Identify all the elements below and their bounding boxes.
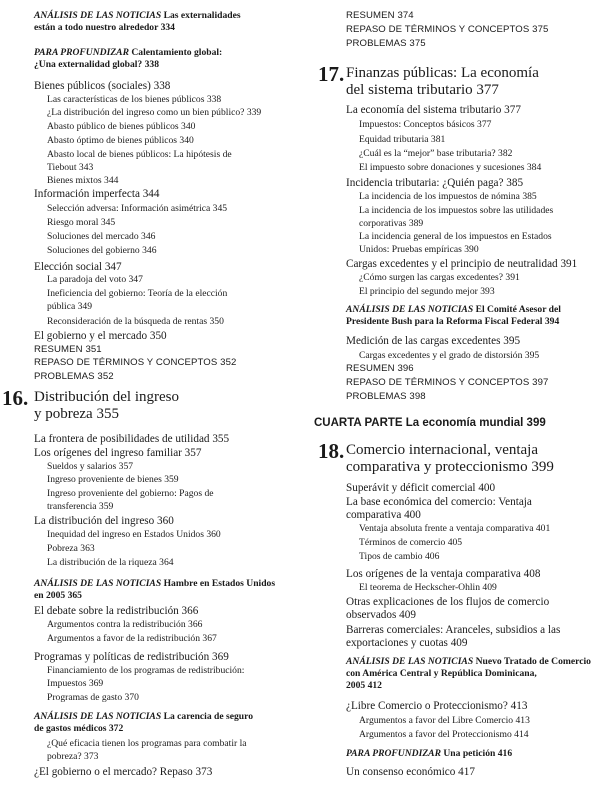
subsection-entry: transferencia 359: [47, 501, 114, 512]
subsection-entry: Abasto óptimo de bienes públicos 340: [47, 135, 194, 146]
feature-box-line: [346, 656, 591, 668]
feature-box-title: Hambre en Estados Unidos: [161, 578, 276, 589]
subsection-entry: La incidencia de los impuestos de nómina 385: [359, 191, 537, 202]
subsection-entry: Soluciones del gobierno 346: [47, 245, 157, 256]
feature-box-line: [346, 304, 561, 316]
end-matter-entry: RESUMEN 351: [34, 344, 102, 355]
subsection-entry: Ineficiencia del gobierno: Teoría de la elección: [47, 288, 228, 299]
section-entry: Barreras comerciales: Aranceles, subsidios a las: [346, 624, 561, 636]
feature-box-line: ¿Una externalidad global? 338: [34, 59, 159, 70]
subsection-entry: Ventaja absoluta frente a ventaja comparativa 401: [359, 523, 551, 534]
subsection-entry: Tipos de cambio 406: [359, 551, 440, 562]
subsection-entry: El teorema de Heckscher-Ohlin 409: [359, 582, 497, 593]
subsection-entry: Términos de comercio 405: [359, 537, 463, 548]
section-entry: Cargas excedentes y el principio de neutralidad 391: [346, 258, 578, 270]
feature-box-line: de gastos médicos 372: [34, 723, 124, 734]
subsection-entry: Soluciones del mercado 346: [47, 231, 156, 242]
feature-box-line: Presidente Bush para la Reforma Fiscal Federal 394: [346, 316, 560, 327]
subsection-entry: ¿La distribución del ingreso como un bien público? 339: [47, 107, 262, 118]
feature-box-title: Una petición 416: [440, 748, 513, 759]
feature-box-line: en 2005 365: [34, 590, 82, 601]
subsection-entry: Selección adversa: Información asimétrica 345: [47, 203, 228, 214]
subsection-entry: La incidencia general de los impuestos en Estados: [359, 231, 552, 242]
feature-box-title: Calentamiento global:: [128, 47, 223, 58]
subsection-entry: Unidos: Pruebas empíricas 390: [359, 244, 479, 255]
feature-box-title: La carencia de seguro: [161, 711, 254, 722]
feature-box-tag: PARA PROFUNDIZAR: [346, 748, 441, 759]
subsection-entry: Financiamiento de los programas de redistribución:: [47, 665, 245, 676]
section-entry: Información imperfecta 344: [34, 188, 160, 200]
feature-box-tag: ANÁLISIS DE LAS NOTICIAS: [346, 304, 474, 315]
subsection-entry: ¿Qué eficacia tienen los programas para combatir la: [47, 738, 247, 749]
subsection-entry: Las características de los bienes públicos 338: [47, 94, 222, 105]
feature-box-line: están a todo nuestro alrededor 334: [34, 22, 175, 33]
feature-box-tag: ANÁLISIS DE LAS NOTICIAS: [34, 711, 162, 722]
subsection-entry: El principio del segundo mejor 393: [359, 286, 495, 297]
feature-box-tag: ANÁLISIS DE LAS NOTICIAS: [34, 10, 162, 21]
section-entry: Bienes públicos (sociales) 338: [34, 80, 171, 92]
subsection-entry: Abasto local de bienes públicos: La hipótesis de: [47, 149, 232, 160]
section-entry: Los orígenes del ingreso familiar 357: [34, 447, 202, 459]
subsection-entry: Argumentos a favor de la redistribución 367: [47, 633, 217, 644]
feature-box-line: [34, 578, 275, 590]
section-entry: El debate sobre la redistribución 366: [34, 605, 199, 617]
subsection-entry: pública 349: [47, 301, 93, 312]
chapter-title-line: Comercio internacional, ventaja: [346, 442, 539, 458]
chapter-number: 17.: [318, 62, 345, 86]
subsection-entry: ¿Cuál es la “mejor” base tributaria? 382: [359, 148, 513, 159]
feature-box-title: Nuevo Tratado de Comercio: [473, 656, 591, 667]
subsection-entry: Programas de gasto 370: [47, 692, 139, 703]
section-entry: La frontera de posibilidades de utilidad 355: [34, 433, 230, 445]
section-entry: Un consenso económico 417: [346, 766, 475, 778]
end-matter-entry: RESUMEN 396: [346, 363, 414, 374]
subsection-entry: Pobreza 363: [47, 543, 95, 554]
section-entry: Otras explicaciones de los flujos de comercio: [346, 596, 550, 608]
chapter-number: 18.: [318, 439, 345, 463]
subsection-entry: La incidencia de los impuestos sobre las utilidades: [359, 205, 554, 216]
subsection-entry: pobreza? 373: [47, 751, 99, 762]
subsection-entry: La distribución de la riqueza 364: [47, 557, 174, 568]
feature-box-title: El Comité Asesor del: [473, 304, 561, 315]
subsection-entry: Bienes mixtos 344: [47, 175, 119, 186]
subsection-entry: Abasto público de bienes públicos 340: [47, 121, 196, 132]
subsection-entry: Cargas excedentes y el grado de distorsión 395: [359, 350, 540, 361]
chapter-title-line: del sistema tributario 377: [346, 82, 499, 98]
end-matter-entry: REPASO DE TÉRMINOS Y CONCEPTOS 352: [34, 357, 237, 368]
subsection-entry: Argumentos a favor del Proteccionismo 414: [359, 729, 529, 740]
subsection-entry: Tiebout 343: [47, 162, 94, 173]
subsection-entry: Sueldos y salarios 357: [47, 461, 134, 472]
feature-box-tag: ANÁLISIS DE LAS NOTICIAS: [346, 656, 474, 667]
subsection-entry: Riesgo moral 345: [47, 217, 116, 228]
subsection-entry: El impuesto sobre donaciones y sucesiones 384: [359, 162, 542, 173]
section-entry: Los orígenes de la ventaja comparativa 408: [346, 568, 541, 580]
section-entry: Incidencia tributaria: ¿Quién paga? 385: [346, 177, 524, 189]
section-entry: Elección social 347: [34, 261, 122, 273]
section-entry: exportaciones y cuotas 409: [346, 637, 468, 649]
subsection-entry: corporativas 389: [359, 218, 424, 229]
subsection-entry: ¿Cómo surgen las cargas excedentes? 391: [359, 272, 520, 283]
subsection-entry: Impuestos 369: [47, 678, 104, 689]
end-matter-entry: REPASO DE TÉRMINOS Y CONCEPTOS 397: [346, 377, 549, 388]
subsection-entry: Impuestos: Conceptos básicos 377: [359, 119, 492, 130]
part-heading: CUARTA PARTE La economía mundial 399: [314, 417, 546, 429]
section-entry: La distribución del ingreso 360: [34, 515, 174, 527]
chapter-title-line: Distribución del ingreso: [34, 389, 179, 405]
section-entry: La economía del sistema tributario 377: [346, 104, 521, 116]
section-entry: Medición de las cargas excedentes 395: [346, 335, 521, 347]
feature-box-line: [346, 748, 512, 760]
feature-box-line: [34, 10, 241, 22]
feature-box-line: 2005 412: [346, 680, 382, 691]
feature-box-title: Las externalidades: [161, 10, 241, 21]
end-matter-entry: PROBLEMAS 398: [346, 391, 426, 402]
section-entry: comparativa 400: [346, 509, 421, 521]
section-entry: El gobierno y el mercado 350: [34, 330, 167, 342]
section-entry: ¿Libre Comercio o Proteccionismo? 413: [346, 700, 528, 712]
section-entry: La base económica del comercio: Ventaja: [346, 496, 532, 508]
subsection-entry: Reconsideración de la búsqueda de rentas 350: [47, 316, 224, 327]
subsection-entry: La paradoja del voto 347: [47, 274, 143, 285]
section-entry: observados 409: [346, 609, 416, 621]
feature-box-tag: ANÁLISIS DE LAS NOTICIAS: [34, 578, 162, 589]
subsection-entry: Inequidad del ingreso en Estados Unidos 360: [47, 529, 221, 540]
feature-box-tag: PARA PROFUNDIZAR: [34, 47, 129, 58]
feature-box-line: [34, 47, 222, 59]
section-entry: ¿El gobierno o el mercado? Repaso 373: [34, 766, 213, 778]
subsection-entry: Equidad tributaria 381: [359, 134, 446, 145]
subsection-entry: Argumentos a favor del Libre Comercio 413: [359, 715, 530, 726]
subsection-entry: Ingreso proveniente del gobierno: Pagos de: [47, 488, 214, 499]
subsection-entry: Ingreso proveniente de bienes 359: [47, 474, 179, 485]
subsection-entry: Argumentos contra la redistribución 366: [47, 619, 203, 630]
chapter-title-line: Finanzas públicas: La economía: [346, 65, 539, 81]
feature-box-line: con América Central y República Dominicana,: [346, 668, 537, 679]
end-matter-entry: REPASO DE TÉRMINOS Y CONCEPTOS 375: [346, 24, 549, 35]
chapter-title-line: comparativa y proteccionismo 399: [346, 459, 554, 475]
chapter-title-line: y pobreza 355: [34, 406, 119, 422]
chapter-number: 16.: [2, 386, 29, 410]
section-entry: Programas y políticas de redistribución 369: [34, 651, 229, 663]
end-matter-entry: PROBLEMAS 375: [346, 38, 426, 49]
end-matter-entry: PROBLEMAS 352: [34, 371, 114, 382]
section-entry: Superávit y déficit comercial 400: [346, 482, 496, 494]
feature-box-line: [34, 711, 253, 723]
end-matter-entry: RESUMEN 374: [346, 10, 414, 21]
